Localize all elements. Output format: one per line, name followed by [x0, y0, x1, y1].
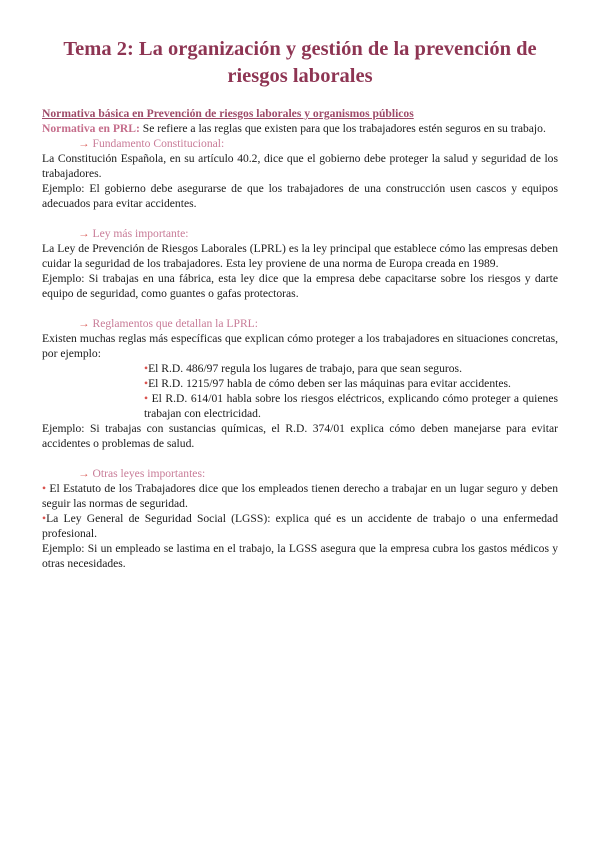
arrow-icon: → — [78, 467, 90, 480]
constitucional-example: Ejemplo: El gobierno debe asegurarse de que los trabajadores de una construcción usen cascos y equipos adecuados para evitar accidentes. — [42, 182, 558, 210]
document-body — [42, 106, 558, 571]
reglamentos-text: Existen muchas reglas más específicas que explican cómo proteger a los trabajadores en situaciones concretas, por ejemplo: — [42, 332, 558, 360]
bullet-icon: • — [42, 482, 47, 495]
arrow-icon: → — [78, 317, 90, 330]
list-item: •La Ley General de Seguridad Social (LGSS): explica qué es un accidente de trabajo o una enfermedad profesional. — [42, 512, 558, 540]
bullet-icon: • — [144, 362, 149, 375]
page-title: Tema 2: La organización y gestión de la prevención de riesgos laborales — [63, 38, 537, 87]
list-item: •El R.D. 1215/97 habla de cómo deben ser las máquinas para evitar accidentes. — [144, 377, 511, 390]
otras-example: Ejemplo: Si un empleado se lastima en el trabajo, la LGSS asegura que la empresa cubra los gastos médicos y otras necesidades. — [42, 542, 558, 570]
intro-text: Se refiere a las reglas que existen para que los trabajadores estén seguros en su trabajo. — [139, 122, 546, 135]
arrow-icon: → — [78, 227, 90, 240]
list-item: •El R.D. 486/97 regula los lugares de trabajo, para que sean seguros. — [144, 362, 462, 375]
bullet-icon: • — [144, 392, 149, 405]
subheading-constitucional: → Fundamento Constitucional: — [78, 137, 225, 150]
section-heading: Normativa básica en Prevención de riesgos laborales y organismos públicos — [42, 107, 414, 120]
intro-paragraph — [42, 121, 558, 136]
intro-label: Normativa en PRL: — [42, 122, 140, 135]
subheading-reglamentos: → Reglamentos que detallan la LPRL: — [78, 317, 258, 330]
list-item: • El Estatuto de los Trabajadores dice que los empleados tienen derecho a trabajar en un lugar seguro y deben seguir las normas de seguridad. — [42, 482, 558, 510]
subheading-ley: → Ley más importante: — [78, 227, 189, 240]
subheading-otras-leyes: → Otras leyes importantes: — [78, 467, 206, 480]
list-item: • El R.D. 614/01 habla sobre los riesgos eléctricos, explicando cómo proteger a quienes trabajan con electricidad. — [144, 392, 558, 420]
bullet-icon: • — [42, 512, 47, 525]
constitucional-text: La Constitución Española, en su artículo 40.2, dice que el gobierno debe proteger la salud y seguridad de los trabajadores. — [42, 152, 558, 180]
ley-example: Ejemplo: Si trabajas en una fábrica, esta ley dice que la empresa debe capacitarse sobre los riesgos y darte equipo de seguridad, como guantes o gafas protectoras. — [42, 272, 558, 300]
ley-text: La Ley de Prevención de Riesgos Laborales (LPRL) es la ley principal que establece cómo las empresas deben cuidar la seguridad de los trabajadores. Esta ley proviene de una norma de Europa creada en 1989. — [42, 242, 558, 270]
reglamentos-example: Ejemplo: Si trabajas con sustancias químicas, el R.D. 374/01 explica cómo deben manejarse para evitar accidentes o problemas de salud. — [42, 422, 558, 450]
arrow-icon: → — [78, 137, 90, 150]
bullet-icon: • — [144, 377, 149, 390]
